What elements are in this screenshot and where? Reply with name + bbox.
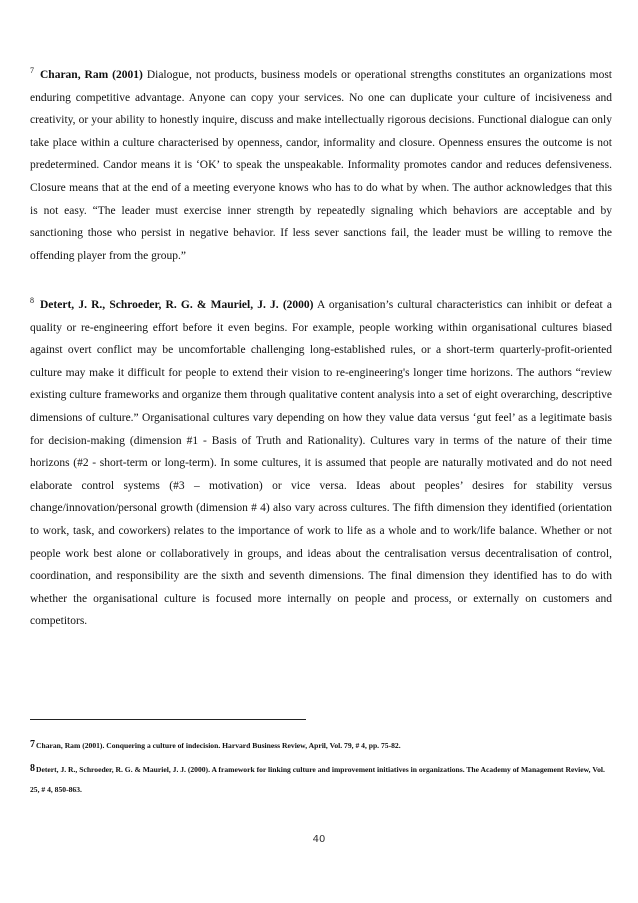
footnote-number: 8 [30,763,35,774]
endnote-number: 7 [30,66,34,75]
endnote-text: A organisation’s cultural characteristics can inhibit or defeat a quality or re-engineering effort before it even begins. For example, people working within organisational cultures biased against overt conflict may be uncomfortable challenging long-established rules, or a short-term quarterly-profit-oriented culture may make it difficult for people to extend their vision to re-engineering's longer time horizons. The authors “review existing culture frameworks and organize them through qualitative content analysis into a set of eight overarching, descriptive dimensions of culture.” Organisational cultures vary depending on how they value data versus ‘gut feel’ as a legitimate basis for decision-making (dimension #1 - Basis of Truth and Rationality). Cultures vary in terms of the nature of their time horizons (#2 - short-term or long-term). In some cultures, it is assumed that people are naturally motivated and do not need elaborate control systems (#3 – motivation) or vice versa. Ideas about peoples’ desires for stability versus change/innovation/personal growth (dimension # 4) also vary across cultures. The fifth dimension they identified (orientation to work, task, and coworkers) relates to the importance of work to life as a whole and to work/life balance. Whether or not people work best alone or collaboratively in groups, and ideas about the centralisation versus decentralisation of control, coordination, and responsibility are the sixth and seventh dimensions. The final dimension they identified has to do with whether the organisational culture is focused more internally on people and process, or externally on customers and competitors. [30,299,612,628]
endnote-number: 8 [30,296,34,305]
footnote-number: 7 [30,739,35,750]
footnote-text: Charan, Ram (2001). Conquering a culture of indecision. Harvard Business Review, April, Vol. 79, # 4, pp. 75-82. [36,741,401,750]
endnote-heading: Detert, J. R., Schroeder, R. G. & Mauriel, J. J. (2000) [40,299,314,311]
endnote-heading: Charan, Ram (2001) [40,69,143,81]
footnote-text: Detert, J. R., Schroeder, R. G. & Mauriel, J. J. (2000). A framework for linking culture and improvement initiatives in organizations. The Academy of Management Review, Vol. 25, # 4, 850-863. [30,765,605,794]
page-number: 40 [312,834,326,845]
endnote-8 [30,290,612,633]
footnote-7 [30,735,612,756]
endnote-7 [30,60,612,267]
footnote-8 [30,759,612,799]
endnote-text: Dialogue, not products, business models or operational strengths constitutes an organizations most enduring competitive advantage. Anyone can copy your services. No one can duplicate your culture of incisiveness and creativity, or your ability to honestly inquire, discuss and make intellectually rigorous decisions. Functional dialogue can only take place within a culture characterised by openness, candor, informality and closure. Openness ensures the outcome is not predetermined. Candor means it is ‘OK’ to speak the unspeakable. Informality promotes candor and reduces defensiveness. Closure means that at the end of a meeting everyone knows who has to do what by when. The author acknowledges that this is not easy. “The leader must exercise inner strength by repeatedly signaling which behaviors are acceptable and by sanctioning those who persist in negative behavior. If less sever sanctions fail, the leader must be willing to remove the offending player from the group.” [30,69,613,262]
footnote-separator [30,719,306,720]
